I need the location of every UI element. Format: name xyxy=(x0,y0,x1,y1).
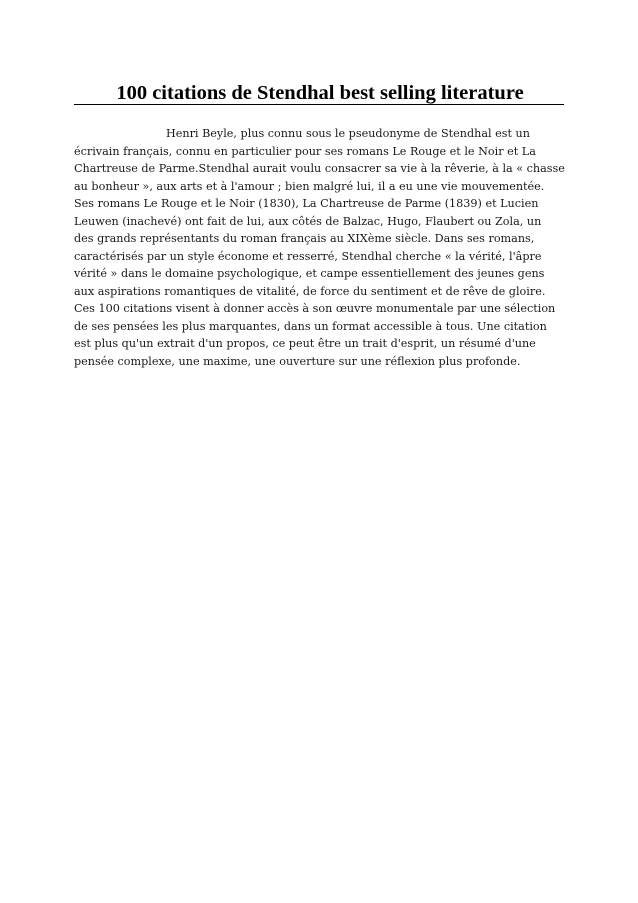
paragraph-line: Ses romans Le Rouge et le Noir (1830), La Chartreuse de Parme (1839) et Lucien xyxy=(74,197,539,210)
paragraph-line: est plus qu'un extrait d'un propos, ce peut être un trait d'esprit, un résumé d'une xyxy=(74,337,536,350)
intro-paragraph xyxy=(74,125,574,370)
paragraph-line: Henri Beyle, plus connu sous le pseudonyme de Stendhal est un xyxy=(166,127,530,140)
paragraph-line: au bonheur », aux arts et à l'amour ; bien malgré lui, il a eu une vie mouvementée. xyxy=(74,179,545,193)
paragraph-line: vérité » dans le domaine psychologique, et campe essentiellement des jeunes gens xyxy=(74,267,545,280)
document-title: 100 citations de Stendhal best selling literature xyxy=(116,82,524,104)
paragraph-line: des grands représentants du roman français au XIXème siècle. Dans ses romans, xyxy=(74,232,535,245)
paragraph-line: Chartreuse de Parme.Stendhal aurait voulu consacrer sa vie à la rêverie, à la « chasse xyxy=(74,162,565,175)
paragraph-line: caractérisés par un style économe et resserré, Stendhal cherche « la vérité, l'âpre xyxy=(74,249,542,263)
paragraph-line: écrivain français, connu en particulier pour ses romans Le Rouge et le Noir et La xyxy=(74,144,536,158)
title-underline xyxy=(74,104,564,105)
paragraph-line: Ces 100 citations visent à donner accès à son œuvre monumentale par une sélection xyxy=(74,302,556,315)
paragraph-line: aux aspirations romantiques de vitalité, de force du sentiment et de rêve de gloire. xyxy=(74,284,546,298)
paragraph-line: pensée complexe, une maxime, une ouverture sur une réflexion plus profonde. xyxy=(74,354,521,368)
paragraph-line: Leuwen (inachevé) ont fait de lui, aux côtés de Balzac, Hugo, Flaubert ou Zola, un xyxy=(74,214,542,228)
paragraph-line: de ses pensées les plus marquantes, dans un format accessible à tous. Une citation xyxy=(74,319,547,333)
